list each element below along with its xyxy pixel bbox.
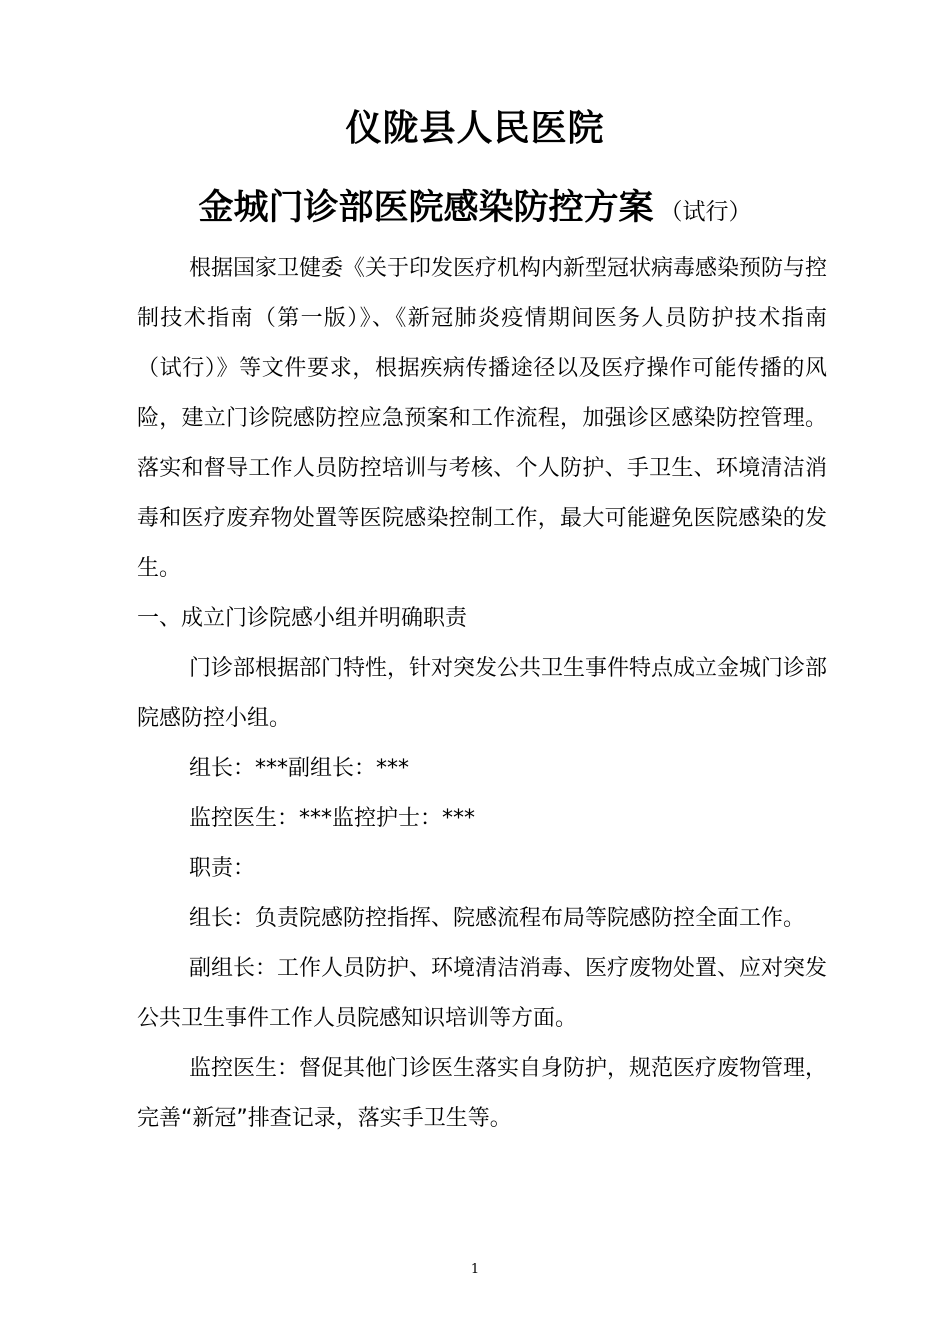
document-title: 仪陇县人民医院 — [345, 108, 605, 149]
section-heading-1: 一、成立门诊院感小组并明确职责 — [137, 606, 468, 631]
team-leaders-line: 组长：***副组长：*** — [189, 756, 410, 781]
document-subtitle — [0, 182, 950, 238]
page-number: 1 — [470, 1262, 480, 1277]
deputy-duty-paragraph: 副组长：工作人员防护、环境清洁消毒、医疗废物处置、应对突发公共卫生事件工作人员院感知识培训等方面。 — [137, 956, 828, 1031]
document-body — [137, 244, 827, 1144]
document-subtitle-text: 金城门诊部医院感染防控方案 — [198, 188, 654, 228]
monitor-doctor-duty-paragraph: 监控医生：督促其他门诊医生落实自身防护，规范医疗废物管理，完善“新冠”排查记录，落实手卫生等。 — [137, 1056, 828, 1131]
duties-label: 职责： — [189, 856, 256, 881]
leader-duty-paragraph: 组长：负责院感防控指挥、院感流程布局等院感防控全面工作。 — [189, 906, 806, 931]
intro-paragraph: 根据国家卫健委《关于印发医疗机构内新型冠状病毒感染预防与控制技术指南（第一版）》、《新冠肺炎疫情期间医务人员防护技术指南（试行）》等文件要求，根据疾病传播途径以及医疗操作可能传播的风险，建立门诊院感防控应急预案和工作流程，加强诊区感染防控管理。落实和督导工作人员防控培训与考核、个人防护、手卫生、环境清洁消毒和医疗废弃物处置等医院感染控制工作，最大可能避免医院感染的发生。 — [137, 256, 828, 581]
team-monitors-line: 监控医生：***监控护士：*** — [189, 806, 476, 831]
document-subtitle-note: （试行） — [659, 199, 752, 225]
team-paragraph: 门诊部根据部门特性，针对突发公共卫生事件特点成立金城门诊部院感防控小组。 — [137, 656, 828, 731]
